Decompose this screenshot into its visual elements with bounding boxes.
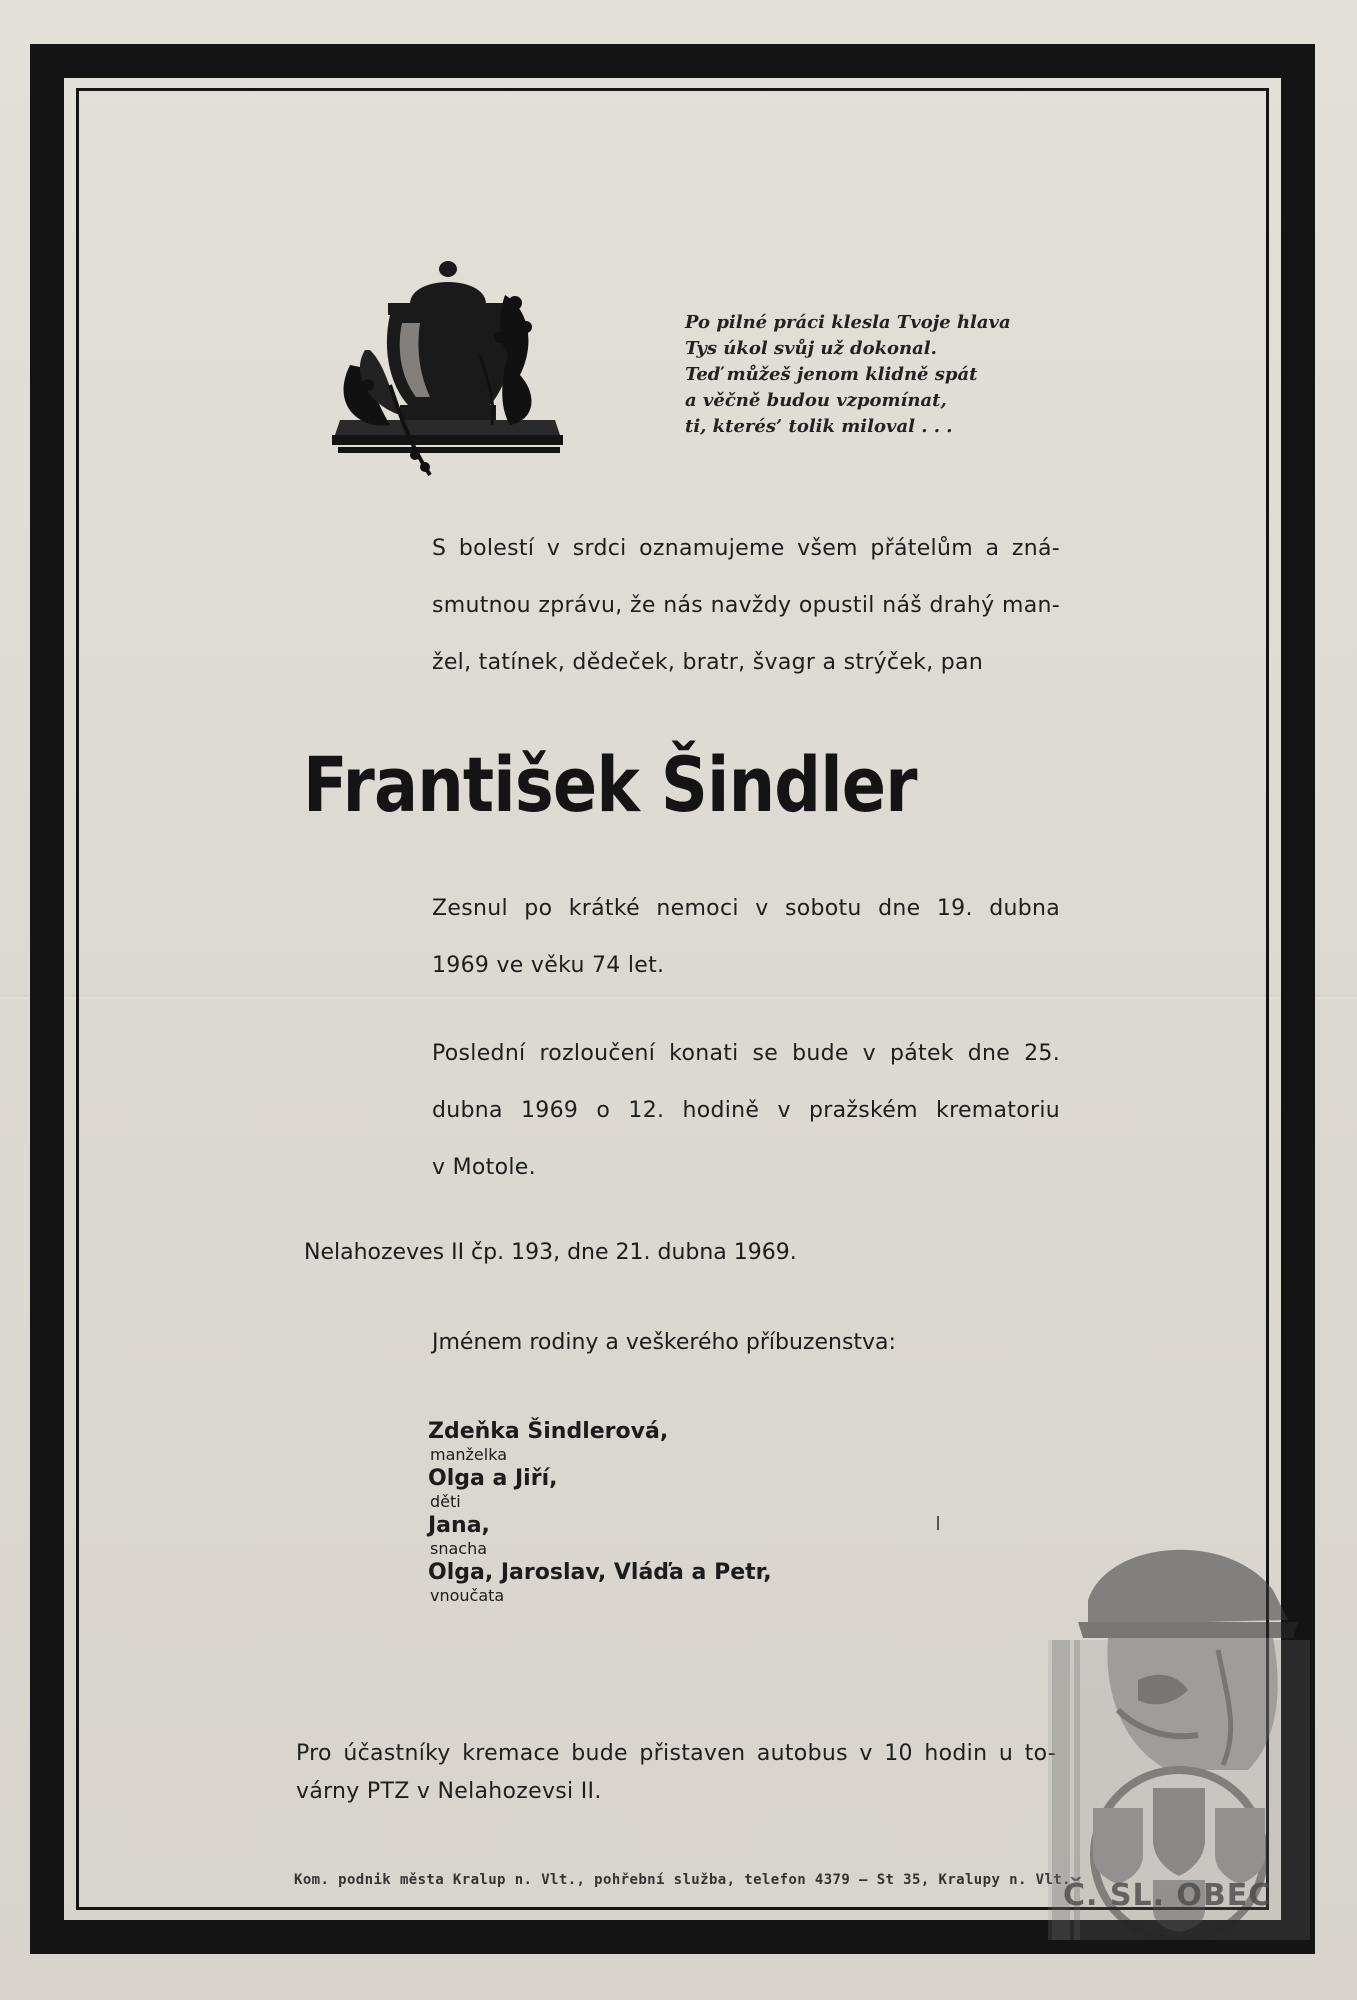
relative-name: Olga a Jiří, bbox=[428, 1466, 558, 1491]
ink-mark bbox=[937, 1516, 939, 1530]
relative-role: snacha bbox=[430, 1539, 488, 1558]
relative-role: děti bbox=[430, 1492, 461, 1511]
intro-line: S bolestí v srdci oznamujeme všem přátelům a zná- bbox=[432, 536, 1060, 561]
farewell-line: Poslední rozloučení konati se bude v pátek dne 25. bbox=[432, 1041, 1060, 1066]
announcement-intro bbox=[432, 520, 1060, 691]
relatives-list bbox=[428, 1418, 928, 1606]
poem-line: a věčně budou vzpomínat, bbox=[685, 390, 947, 411]
bus-line: várny PTZ v Nelahozevsi II. bbox=[296, 1779, 602, 1804]
deceased-name: František Šindler bbox=[303, 740, 917, 829]
printer-footer: Kom. podnik města Kralup n. Vlt., pohřební služba, telefon 4379 — St 35, Kralupy n. Vlt. bbox=[294, 1872, 1071, 1888]
poem-line: ti, kterés’ tolik miloval . . . bbox=[685, 416, 953, 437]
poem-line: Teď můžeš jenom klidně spát bbox=[685, 364, 978, 385]
relative-role: vnoučata bbox=[430, 1586, 505, 1605]
bus-notice bbox=[296, 1735, 1056, 1811]
relative-name: Jana, bbox=[428, 1513, 490, 1538]
relative-name: Olga, Jaroslav, Vláďa a Petr, bbox=[428, 1560, 772, 1585]
intro-line: žel, tatínek, dědeček, bratr, švagr a strýček, pan bbox=[432, 650, 984, 675]
intro-line: smutnou zprávu, že nás navždy opustil náš drahý man- bbox=[432, 593, 1060, 618]
family-heading: Jménem rodiny a veškerého příbuzenstva: bbox=[432, 1330, 896, 1355]
death-line: Zesnul po krátké nemoci v sobotu dne 19. dubna bbox=[432, 896, 1060, 921]
poem-line: Tys úkol svůj už dokonal. bbox=[685, 338, 937, 359]
urn-icon bbox=[330, 255, 565, 480]
farewell-line: dubna 1969 o 12. hodině v pražském krematoriu bbox=[432, 1098, 1060, 1123]
relative-role: manželka bbox=[430, 1445, 508, 1464]
memorial-poem bbox=[685, 310, 1085, 440]
bus-line: Pro účastníky kremace bude přistaven autobus v 10 hodin u to- bbox=[296, 1741, 1056, 1766]
poem-line: Po pilné práci klesla Tvoje hlava bbox=[685, 312, 1011, 333]
watermark-text: Č. SL. OBEC bbox=[1063, 1878, 1272, 1913]
death-line: 1969 ve věku 74 let. bbox=[432, 953, 665, 978]
farewell-notice bbox=[432, 1025, 1060, 1196]
farewell-line: v Motole. bbox=[432, 1155, 536, 1180]
place-and-date: Nelahozeves II čp. 193, dne 21. dubna 1969. bbox=[304, 1240, 797, 1265]
relative-name: Zdeňka Šindlerová, bbox=[428, 1419, 669, 1444]
death-notice bbox=[432, 880, 1060, 994]
